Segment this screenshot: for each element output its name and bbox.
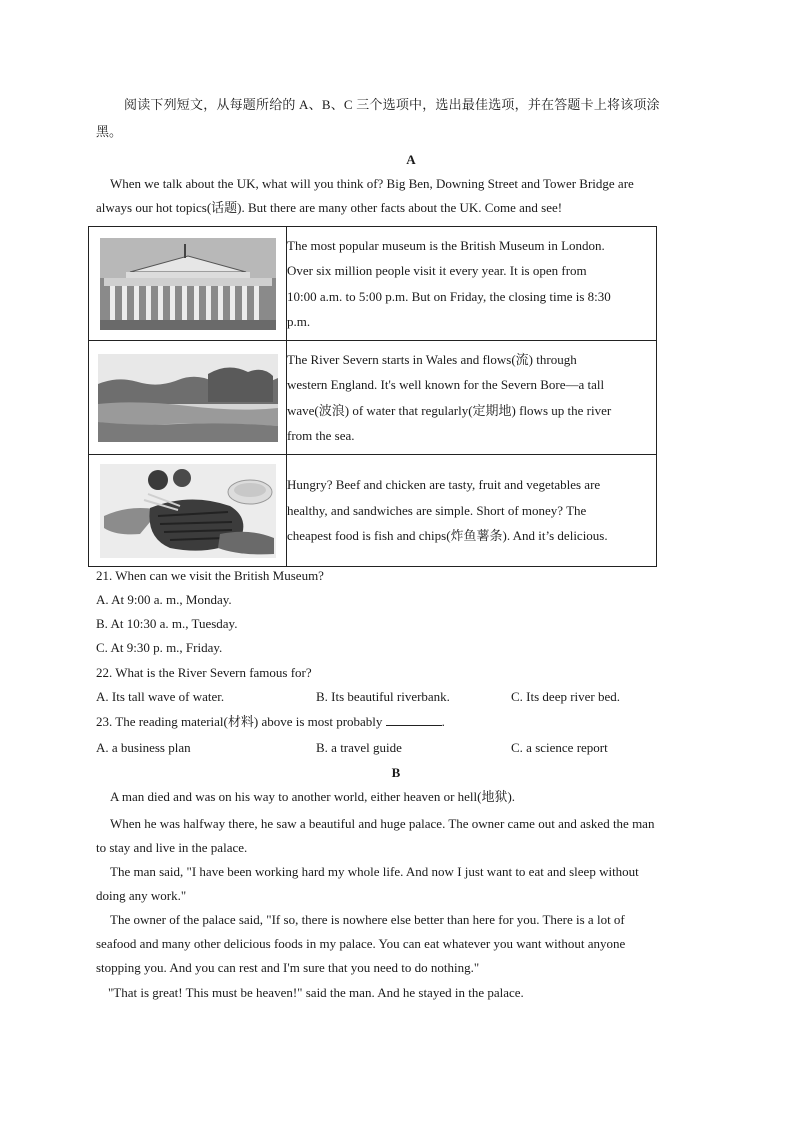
- passage-b-line: A man died and was on his way to another world, either heaven or hell(地狱).: [110, 789, 516, 804]
- question-21-option-c[interactable]: C. At 9:30 p. m., Friday.: [96, 640, 223, 655]
- question-23-option-b[interactable]: B. a travel guide: [316, 740, 402, 755]
- passage-a-heading: A: [406, 152, 416, 167]
- table-row-museum: [89, 227, 657, 341]
- passage-b-line: stopping you. And you can rest and I'm sure that you need to do nothing.": [96, 960, 480, 975]
- facts-table: [88, 226, 657, 567]
- question-23-option-c[interactable]: C. a science report: [511, 740, 608, 755]
- museum-text-line: p.m.: [287, 314, 311, 329]
- passage-a-intro-line-2: always our hot topics(话题). But there are many other facts about the UK. Come and see!: [96, 200, 563, 215]
- table-row-food: [89, 455, 657, 567]
- river-text-line: from the sea.: [287, 428, 355, 443]
- passage-b-line: The man said, "I have been working hard my whole life. And now I just want to eat and sleep without: [110, 864, 639, 879]
- question-22-option-b[interactable]: B. Its beautiful riverbank.: [316, 689, 450, 704]
- museum-text-line: 10:00 a.m. to 5:00 p.m. But on Friday, the closing time is 8:30: [287, 288, 611, 304]
- museum-text-line: The most popular museum is the British Museum in London.: [287, 237, 605, 253]
- river-text-line: western England. It's well known for the Severn Bore—a tall: [287, 377, 605, 392]
- museum-photo: [100, 238, 276, 330]
- question-23-stem-text: 23. The reading material(材料) above is most probably: [96, 714, 383, 729]
- passage-b-line: "That is great! This must be heaven!" said the man. And he stayed in the palace.: [108, 985, 524, 1000]
- passage-b-line: The owner of the palace said, "If so, there is nowhere else better than here for you. There is a lot of: [110, 912, 625, 927]
- river-text-line: The River Severn starts in Wales and flows(流) through: [287, 351, 577, 367]
- question-21-option-b[interactable]: B. At 10:30 a. m., Tuesday.: [96, 616, 238, 631]
- food-image-cell: [89, 455, 287, 567]
- question-21-option-a[interactable]: A. At 9:00 a. m., Monday.: [96, 592, 232, 607]
- river-text-cell: [287, 341, 657, 455]
- question-23-option-a[interactable]: A. a business plan: [96, 740, 191, 755]
- passage-b-heading: B: [391, 765, 401, 780]
- question-22-option-a[interactable]: A. Its tall wave of water.: [96, 689, 225, 704]
- passage-b-line: to stay and live in the palace.: [96, 840, 248, 855]
- food-text-line: cheapest food is fish and chips(炸鱼薯条). And it’s delicious.: [287, 528, 608, 544]
- museum-text-line: Over six million people visit it every year. It is open from: [287, 263, 587, 278]
- food-text-line: healthy, and sandwiches are simple. Short of money? The: [287, 502, 587, 518]
- passage-b-line: seafood and many other delicious foods in my palace. You can eat whatever you want without anyone: [96, 936, 626, 951]
- food-text-cell: [287, 455, 657, 567]
- museum-text-cell: [287, 227, 657, 341]
- table-row-river: [89, 341, 657, 455]
- instructions-line-1: 阅读下列短文，从每题所给的 A、B、C 三个选项中，选出最佳选项，并在答题卡上将该项涂: [124, 97, 660, 112]
- question-22-option-c[interactable]: C. Its deep river bed.: [511, 689, 621, 704]
- passage-a-intro-line-1: When we talk about the UK, what will you think of? Big Ben, Downing Street and Tower Bridge are: [110, 176, 634, 191]
- museum-image-cell: [89, 227, 287, 341]
- question-22-stem: 22. What is the River Severn famous for?: [96, 665, 312, 680]
- answer-blank: [386, 713, 442, 726]
- food-text-line: Hungry? Beef and chicken are tasty, fruit and vegetables are: [287, 477, 601, 493]
- river-photo: [98, 354, 278, 442]
- question-23-stem: [96, 713, 445, 731]
- instructions-line-2: 黑。: [96, 124, 123, 139]
- river-image-cell: [89, 341, 287, 455]
- food-photo: [100, 464, 276, 558]
- passage-b-line: doing any work.": [96, 888, 187, 903]
- question-23-stem-end: .: [441, 714, 445, 729]
- question-21-stem: 21. When can we visit the British Museum?: [96, 568, 324, 583]
- river-text-line: wave(波浪) of water that regularly(定期地) flows up the river: [287, 402, 612, 418]
- passage-b-line: When he was halfway there, he saw a beautiful and huge palace. The owner came out and asked the man: [110, 816, 655, 831]
